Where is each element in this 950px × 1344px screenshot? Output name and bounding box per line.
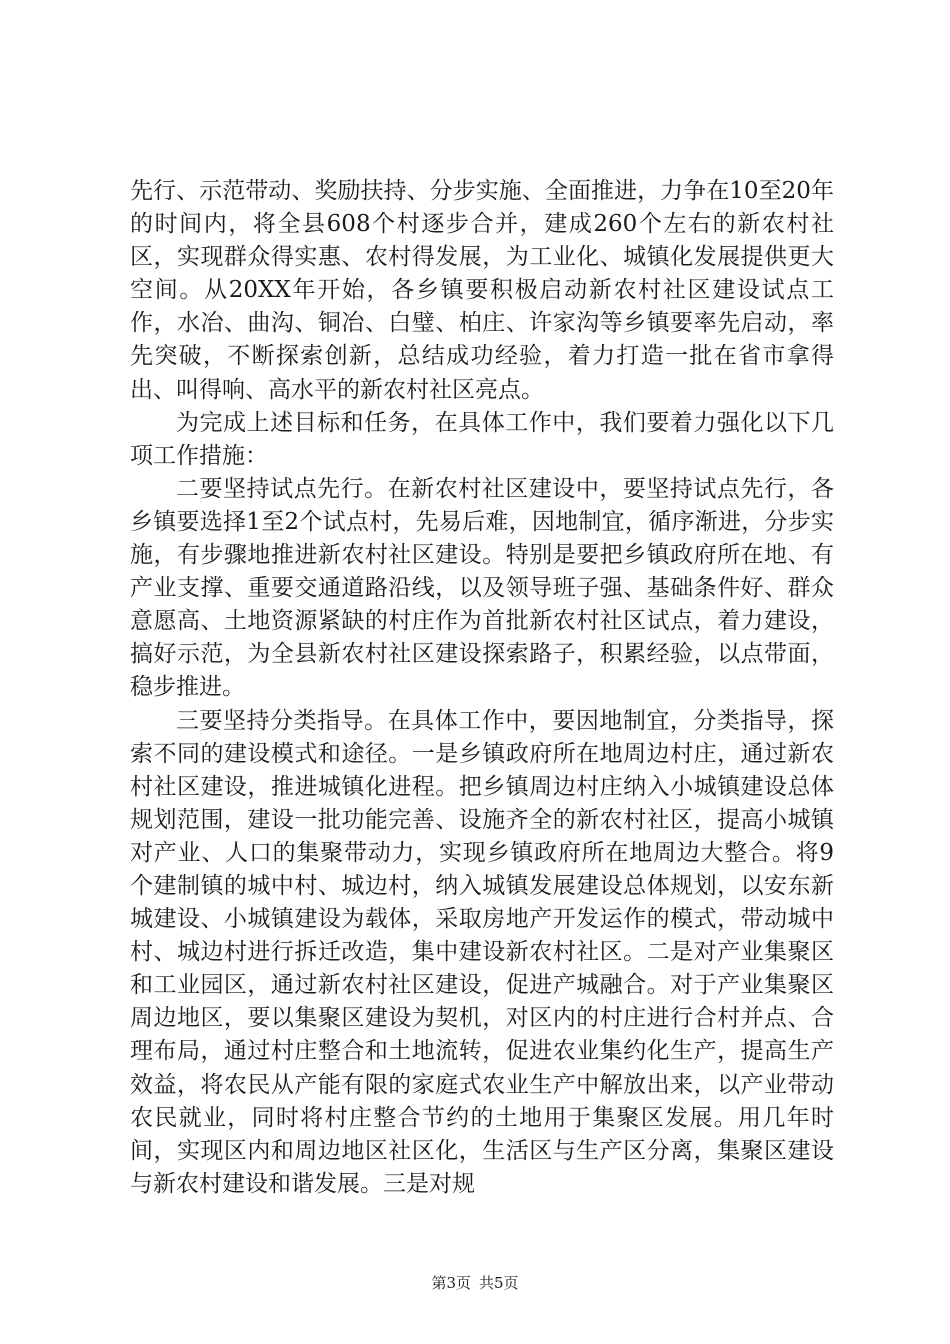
document-body <box>130 175 834 1201</box>
page-number: 第3页 <box>431 1274 471 1292</box>
paragraph-classified-guidance: 三要坚持分类指导。在具体工作中，要因地制宜，分类指导，探索不同的建设模式和途径。一是乡镇政府所在地周边村庄，通过新农村社区建设，推进城镇化进程。把乡镇周边村庄纳入小城镇建设总体规划范围，建设一批功能完善、设施齐全的新农村社区，提高小城镇对产业、人口的集聚带动力，实现乡镇政府所在地周边大整合。将9个建制镇的城中村、城边村，纳入城镇发展建设总体规划，以安东新城建设、小城镇建设为载体，采取房地产开发运作的模式，带动城中村、城边村进行拆迁改造，集中建设新农村社区。二是对产业集聚区和工业园区，通过新农村社区建设，促进产城融合。对于产业集聚区周边地区，要以集聚区建设为契机，对区内的村庄进行合村并点、合理布局，通过村庄整合和土地流转，促进农业集约化生产，提高生产效益，将农民从产能有限的家庭式农业生产中解放出来，以产业带动农民就业，同时将村庄整合节约的土地用于集聚区发展。用几年时间，实现区内和周边地区社区化，生活区与生产区分离，集聚区建设与新农村建设和谐发展。三是对规 <box>130 707 834 1197</box>
page-total: 共5页 <box>479 1274 519 1292</box>
paragraph-continued: 先行、示范带动、奖励扶持、分步实施、全面推进，力争在10至20年的时间内，将全县608个村逐步合并，建成260个左右的新农村社区，实现群众得实惠、农村得发展，为工业化、城镇化发展提供更大空间。从20XX年开始，各乡镇要积极启动新农村社区建设试点工作，水冶、曲沟、铜冶、白璧、柏庄、许家沟等乡镇要率先启动，率先突破，不断探索创新，总结成功经验，着力打造一批在省市拿得出、叫得响、高水平的新农村社区亮点。 <box>130 178 834 403</box>
paragraph-intro-measures: 为完成上述目标和任务，在具体工作中，我们要着力强化以下几项工作措施： <box>130 409 834 469</box>
paragraph-pilot-first: 二要坚持试点先行。在新农村社区建设中，要坚持试点先行，各乡镇要选择1至2个试点村，先易后难，因地制宜，循序渐进，分步实施，有步骤地推进新农村社区建设。特别是要把乡镇政府所在地、有产业支撑、重要交通道路沿线，以及领导班子强、基础条件好、群众意愿高、土地资源紧缺的村庄作为首批新农村社区试点，着力建设，搞好示范，为全县新农村社区建设探索路子，积累经验，以点带面，稳步推进。 <box>130 475 834 701</box>
page-footer <box>0 1272 950 1293</box>
